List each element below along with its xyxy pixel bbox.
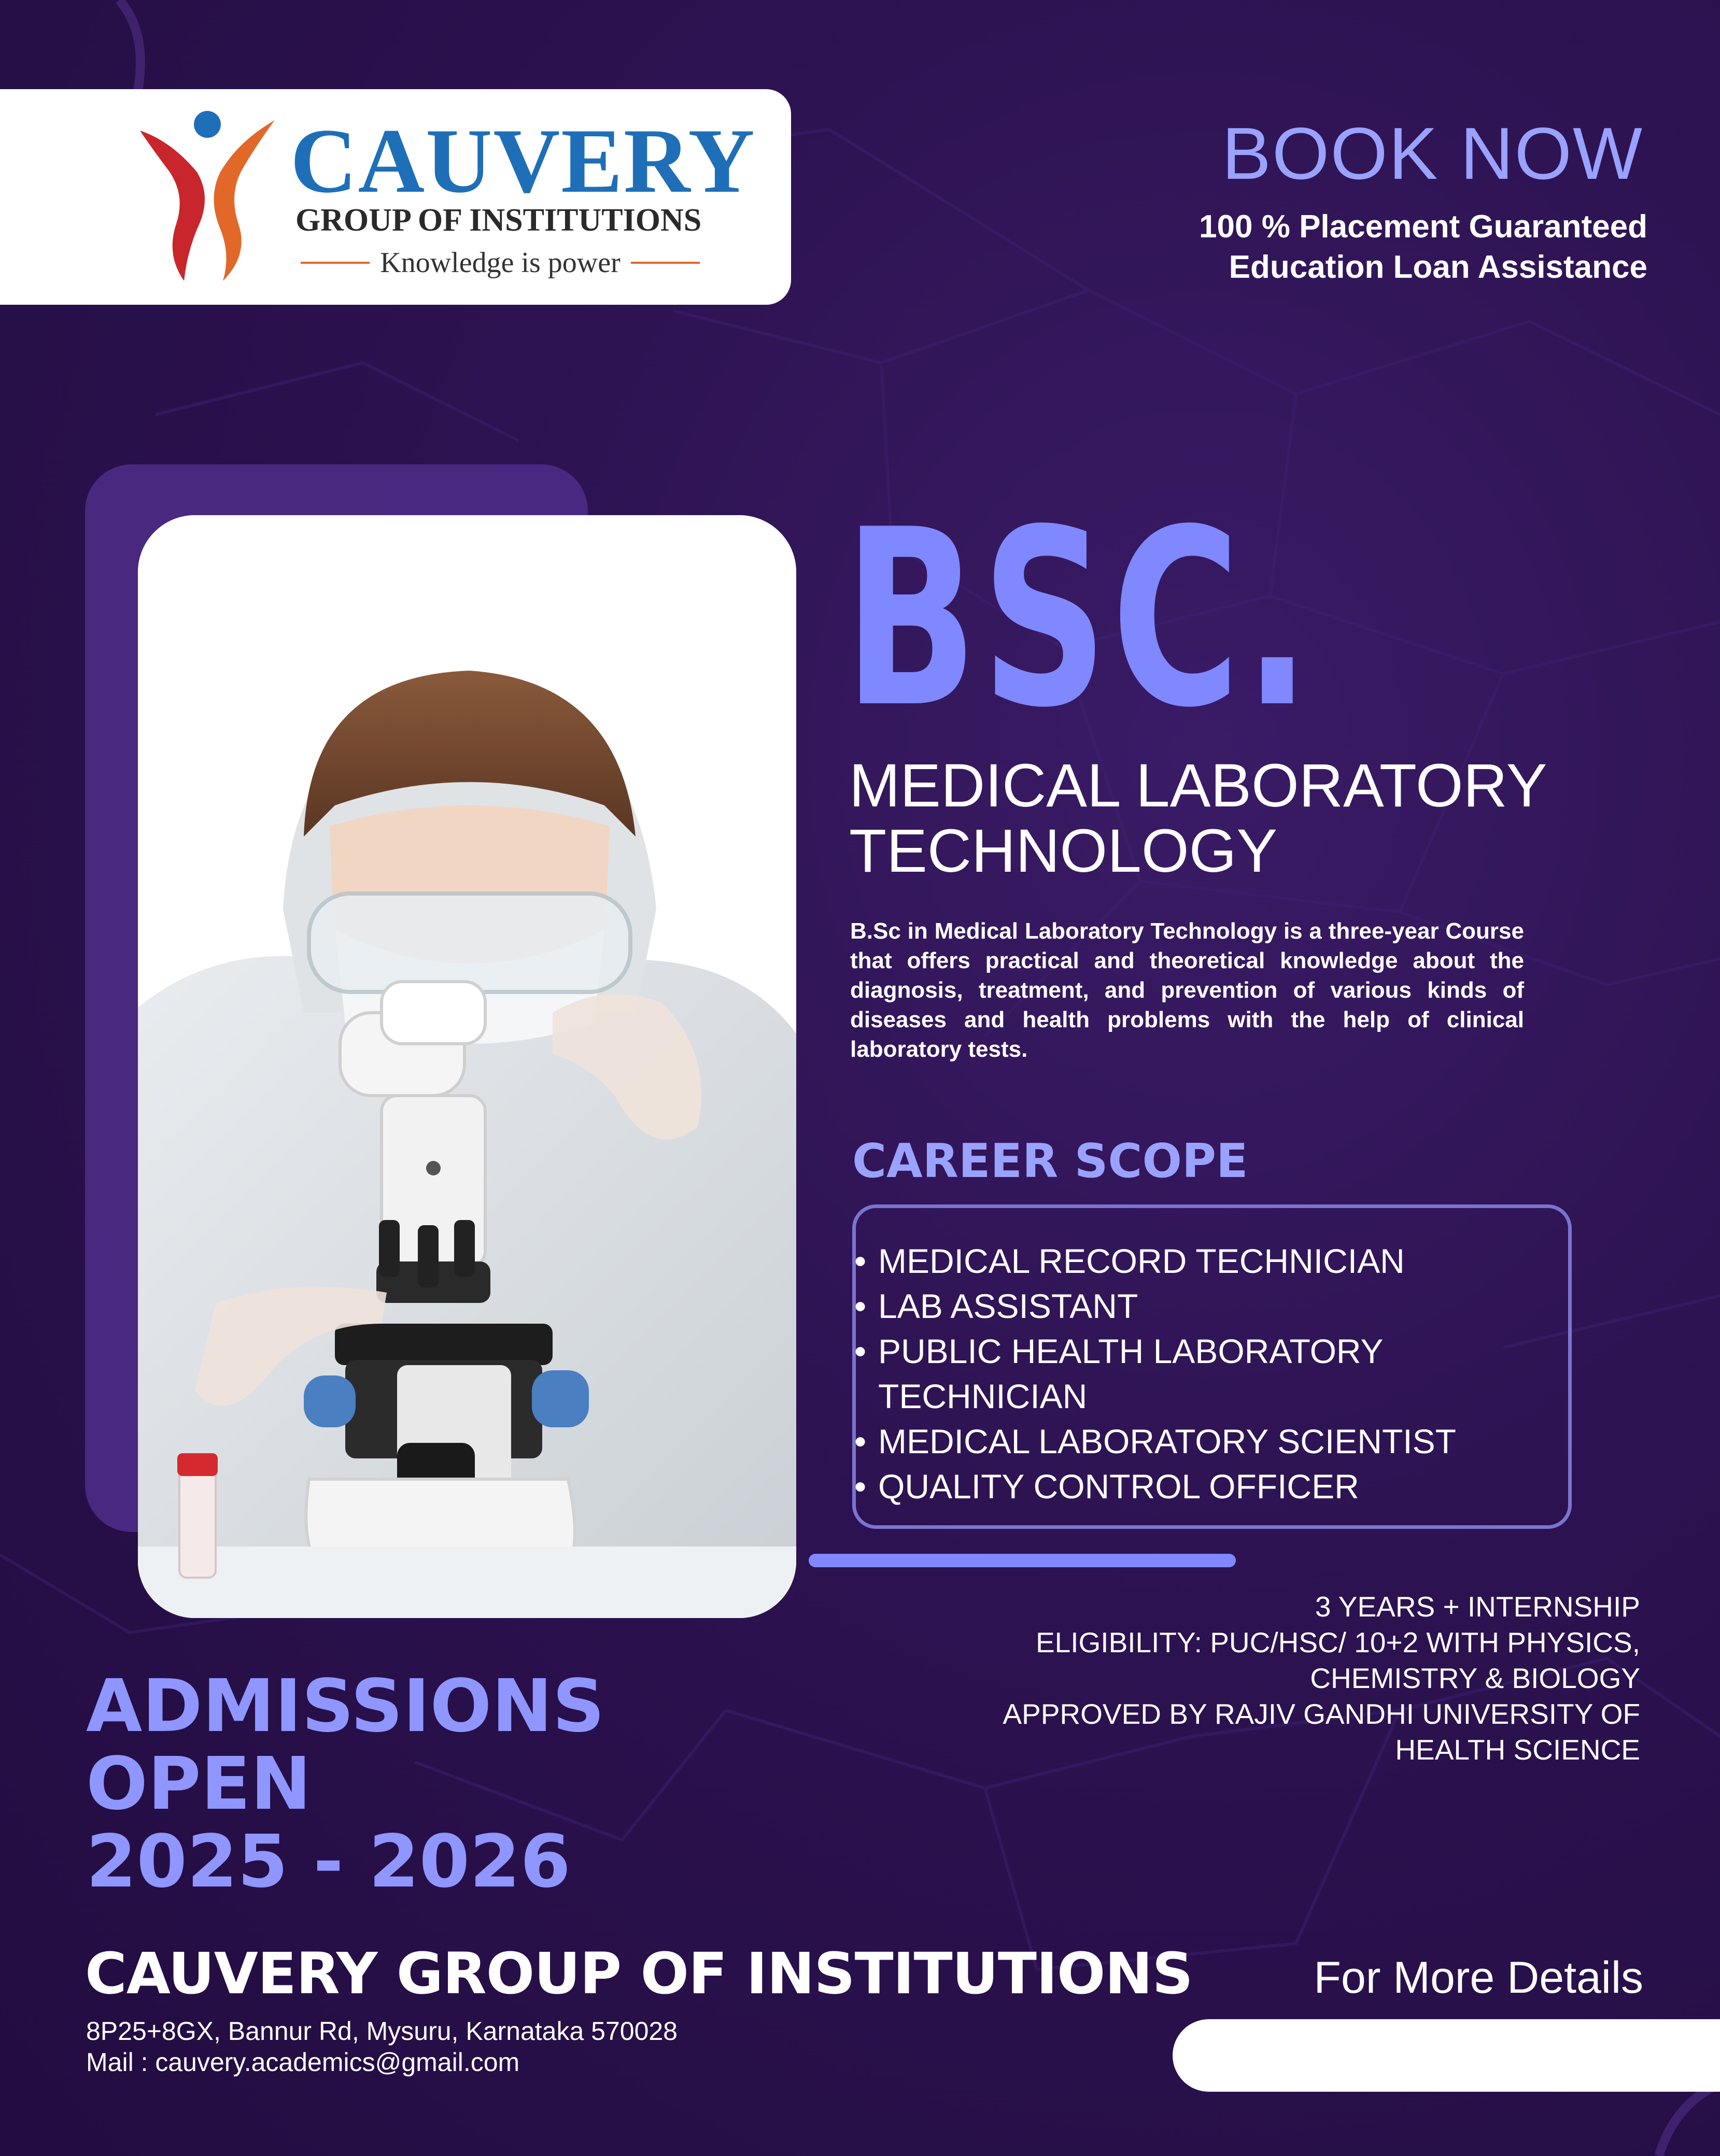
course-name-line2: TECHNOLOGY: [849, 817, 1278, 885]
bullet-dot-icon: •: [854, 1287, 867, 1325]
logo-tagline-row: [290, 245, 710, 281]
fact-approval-cont: HEALTH SCIENCE: [1395, 1734, 1640, 1766]
career-scope-list: [854, 1239, 1559, 1509]
scientist-microscope-image: [138, 515, 796, 1618]
bullet-dot-icon: •: [854, 1467, 867, 1506]
admissions-year: 2025 - 2026: [86, 1820, 571, 1904]
logo-name: CAUVERY: [290, 109, 756, 212]
career-item: [854, 1329, 1559, 1419]
fact-duration: 3 YEARS + INTERNSHIP: [1315, 1591, 1640, 1623]
career-item: [854, 1419, 1559, 1464]
cauvery-logo-icon: [135, 110, 280, 286]
perk-loan: Education Loan Assistance: [1229, 249, 1647, 285]
career-item-label: PUBLIC HEALTH LABORATORY TECHNICIAN: [878, 1332, 1383, 1415]
fact-eligibility: ELIGIBILITY: PUC/HSC/ 10+2 WITH PHYSICS,: [1035, 1626, 1640, 1658]
book-now-link[interactable]: BOOK NOW: [1222, 112, 1643, 195]
admissions-heading: [86, 1664, 605, 1904]
career-item-label: MEDICAL LABORATORY SCIENTIST: [878, 1422, 1456, 1460]
lab-photo: [138, 515, 796, 1618]
career-item-label: LAB ASSISTANT: [878, 1287, 1138, 1325]
logo-tagline: Knowledge is power: [380, 247, 621, 279]
career-item: [854, 1284, 1559, 1329]
logo-card: [0, 89, 791, 305]
course-name-line1: MEDICAL LABORATORY: [849, 751, 1547, 820]
admissions-line1: ADMISSIONS: [86, 1664, 605, 1749]
perk-placement: 100 % Placement Guaranteed: [1199, 209, 1647, 245]
more-details-label: For More Details: [1314, 1953, 1643, 2003]
career-scope-title: CAREER SCOPE: [852, 1134, 1248, 1188]
tagline-rule-left: [301, 262, 370, 264]
institution-name: CAUVERY GROUP OF INSTITUTIONS: [85, 1940, 1193, 2007]
fact-eligibility-cont: CHEMISTRY & BIOLOGY: [1310, 1662, 1640, 1694]
logo-subtitle: GROUP OF INSTITUTIONS: [295, 203, 702, 238]
more-details-button[interactable]: [1173, 2019, 1720, 2092]
career-item: [854, 1239, 1559, 1284]
course-description: B.Sc in Medical Laboratory Technology is a three-year Course that offers practical and theoretical knowledge about the diagnosis, treatment, and prevention of various kinds of diseases and health problems with the help of clinical laboratory tests.: [850, 918, 1524, 1062]
admissions-line2: OPEN: [86, 1742, 312, 1826]
bullet-dot-icon: •: [854, 1332, 867, 1370]
institution-address: 8P25+8GX, Bannur Rd, Mysuru, Karnataka 570028: [86, 2017, 678, 2046]
course-facts: [863, 1589, 1640, 1768]
career-item: [854, 1464, 1559, 1509]
career-item-label: MEDICAL RECORD TECHNICIAN: [878, 1242, 1405, 1280]
bullet-dot-icon: •: [854, 1242, 867, 1280]
accent-divider: [809, 1554, 1236, 1567]
tagline-rule-right: [631, 262, 700, 264]
bullet-dot-icon: •: [854, 1422, 867, 1460]
career-item-label: QUALITY CONTROL OFFICER: [878, 1467, 1359, 1506]
institution-mail: Mail : cauvery.academics@gmail.com: [86, 2048, 520, 2077]
fact-approval: APPROVED BY RAJIV GANDHI UNIVERSITY OF: [1003, 1698, 1640, 1730]
course-abbr: BSC.: [844, 477, 1315, 761]
